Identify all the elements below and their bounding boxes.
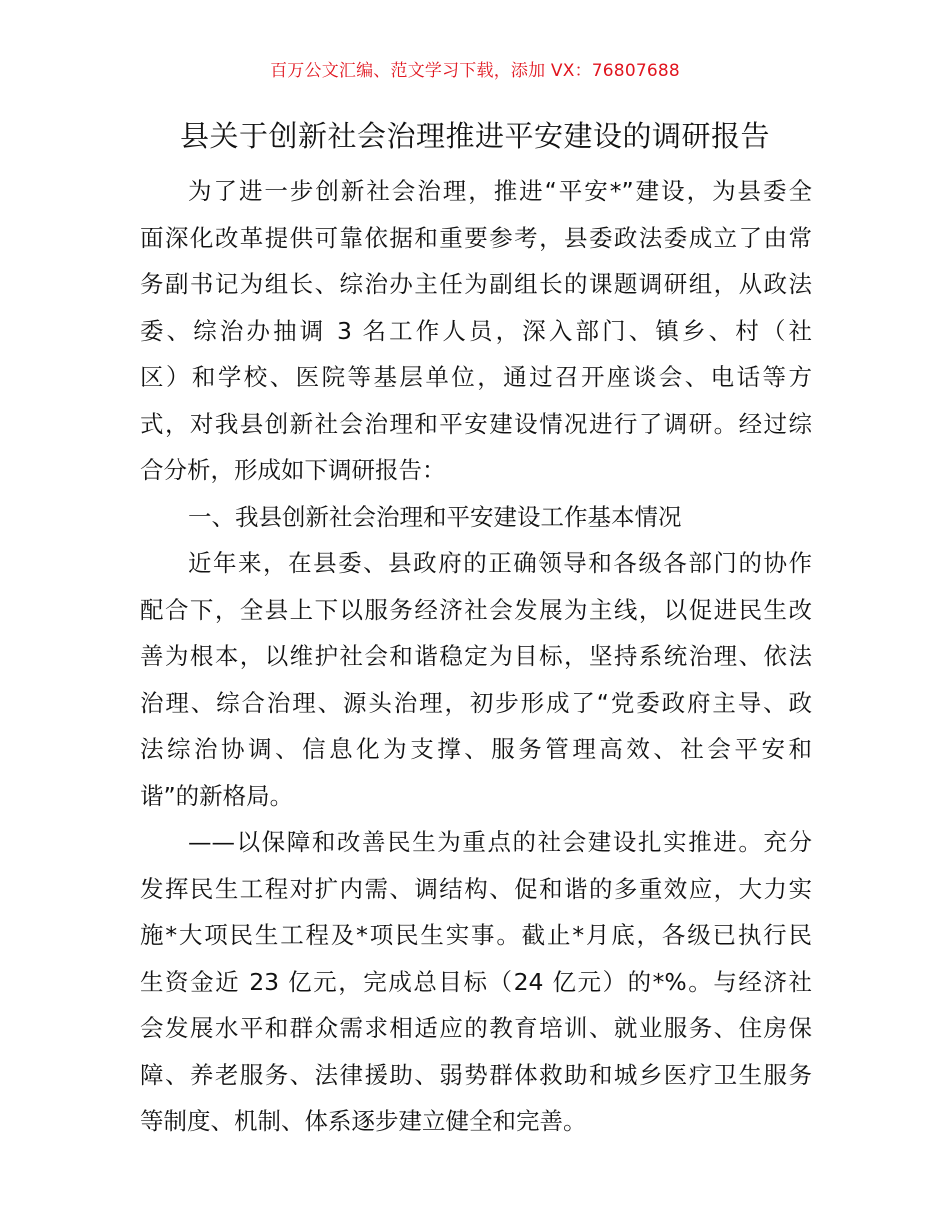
text-line: 区）和学校、医院等基层单位，通过召开座谈会、电话等方 (140, 363, 812, 391)
document-title: 县关于创新社会治理推进平安建设的调研报告 (179, 119, 770, 153)
text-line: 式，对我县创新社会治理和平安建设情况进行了调研。经过综 (140, 409, 812, 438)
text-line: 近年来，在县委、县政府的正确领导和各级各部门的协作 (188, 549, 812, 577)
text-line: 委、综治办抽调 3 名工作人员，深入部门、镇乡、村（社 (140, 316, 812, 345)
paragraph-overview (140, 540, 812, 819)
text-line: ——以保障和改善民生为重点的社会建设扎实推进。充分 (188, 828, 812, 856)
document-body (140, 168, 812, 1145)
paragraph-livelihood (140, 819, 812, 1145)
text-line: 务副书记为组长、综治办主任为副组长的课题调研组，从政法 (140, 270, 812, 298)
text-line: 等制度、机制、体系逐步建立健全和完善。 (140, 1107, 587, 1135)
text-line: 为了进一步创新社会治理，推进“平安*”建设，为县委全 (188, 177, 812, 205)
text-line: 治理、综合治理、源头治理，初步形成了“党委政府主导、政 (140, 688, 812, 717)
watermark-banner: 百万公文汇编、范文学习下载，添加 VX：76807688 (270, 61, 680, 81)
text-line: 发挥民生工程对扩内需、调结构、促和谐的多重效应，大力实 (140, 874, 812, 903)
text-line: 障、养老服务、法律援助、弱势群体救助和城乡医疗卫生服务 (140, 1060, 812, 1089)
text-line: 谐”的新格局。 (140, 781, 294, 810)
section-heading-1 (140, 494, 812, 541)
text-line: 面深化改革提供可靠依据和重要参考，县委政法委成立了由常 (140, 223, 812, 252)
text-line: 生资金近 23 亿元，完成总目标（24 亿元）的*%。与经济社 (140, 967, 812, 996)
text-line: 一、我县创新社会治理和平安建设工作基本情况 (188, 502, 682, 531)
text-line: 施*大项民生工程及*项民生实事。截止*月底，各级已执行民 (140, 921, 812, 949)
text-line: 合分析，形成如下调研报告： (140, 456, 446, 484)
text-line: 会发展水平和群众需求相适应的教育培训、就业服务、住房保 (140, 1014, 812, 1042)
text-line: 配合下，全县上下以服务经济社会发展为主线，以促进民生改 (140, 595, 812, 624)
text-line: 善为根本，以维护社会和谐稳定为目标，坚持系统治理、依法 (140, 642, 812, 670)
paragraph-intro (140, 168, 812, 494)
text-line: 法综治协调、信息化为支撑、服务管理高效、社会平安和 (140, 735, 812, 763)
